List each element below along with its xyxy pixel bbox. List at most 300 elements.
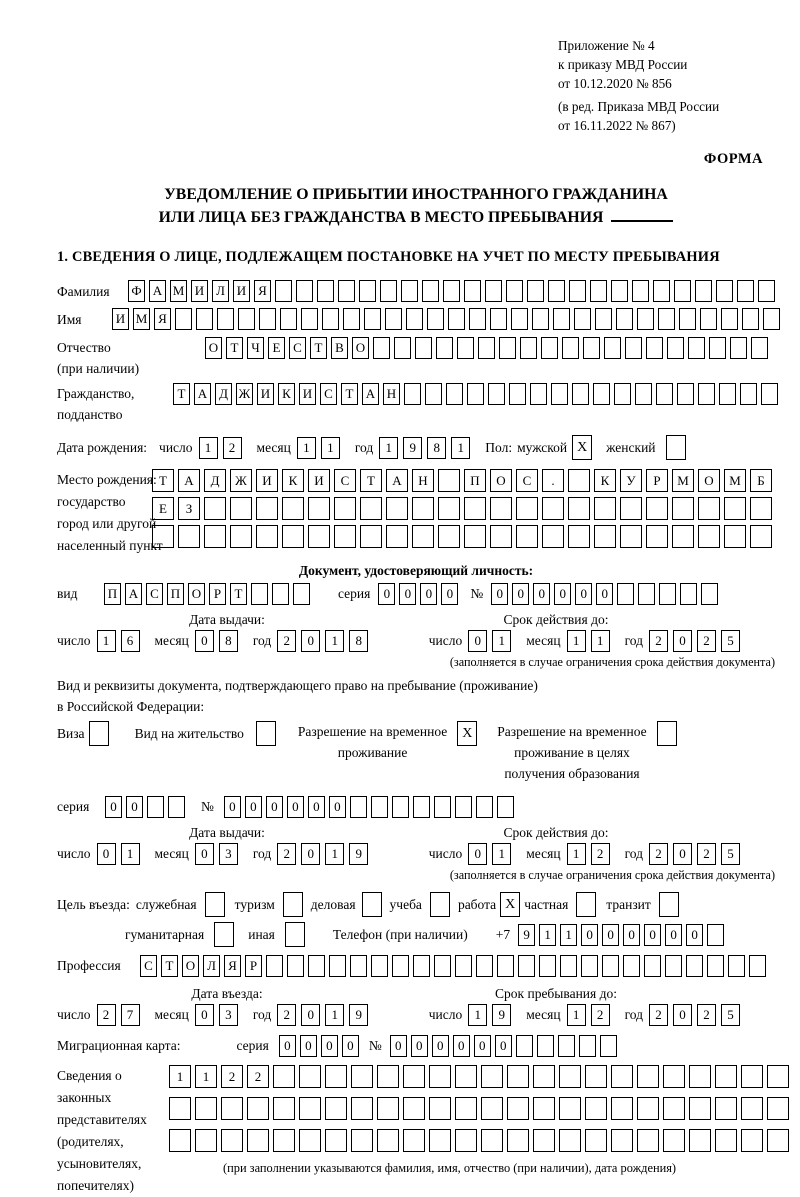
- char-box[interactable]: [204, 497, 226, 520]
- char-box[interactable]: 0: [245, 796, 262, 818]
- char-box[interactable]: [455, 1129, 477, 1152]
- char-box[interactable]: 0: [301, 1004, 320, 1026]
- char-box[interactable]: [322, 308, 339, 330]
- char-box[interactable]: А: [149, 280, 166, 302]
- char-box[interactable]: [429, 1097, 451, 1120]
- char-box[interactable]: [532, 308, 549, 330]
- char-box[interactable]: 0: [602, 924, 619, 946]
- char-box[interactable]: [568, 469, 590, 492]
- char-box[interactable]: [507, 1097, 529, 1120]
- char-box[interactable]: 0: [97, 843, 116, 865]
- char-box[interactable]: [317, 280, 334, 302]
- char-box[interactable]: 0: [224, 796, 241, 818]
- char-box[interactable]: [481, 1097, 503, 1120]
- char-box[interactable]: [464, 497, 486, 520]
- char-box[interactable]: С: [289, 337, 306, 359]
- char-box[interactable]: 2: [247, 1065, 269, 1088]
- char-box[interactable]: Т: [173, 383, 190, 405]
- char-box[interactable]: [663, 1065, 685, 1088]
- char-box[interactable]: 0: [342, 1035, 359, 1057]
- citizenship-input[interactable]: [173, 383, 782, 405]
- char-box[interactable]: [749, 955, 766, 977]
- char-box[interactable]: 2: [697, 843, 716, 865]
- char-box[interactable]: [730, 337, 747, 359]
- char-box[interactable]: [600, 1035, 617, 1057]
- char-box[interactable]: [169, 1129, 191, 1152]
- char-box[interactable]: [689, 1097, 711, 1120]
- char-box[interactable]: [562, 337, 579, 359]
- char-box[interactable]: 1: [321, 437, 340, 459]
- char-box[interactable]: [403, 1129, 425, 1152]
- char-box[interactable]: [716, 280, 733, 302]
- char-box[interactable]: [334, 497, 356, 520]
- char-box[interactable]: [548, 280, 565, 302]
- char-box[interactable]: И: [112, 308, 129, 330]
- char-box[interactable]: [724, 525, 746, 548]
- char-box[interactable]: [568, 525, 590, 548]
- char-box[interactable]: 1: [199, 437, 218, 459]
- char-box[interactable]: К: [594, 469, 616, 492]
- char-box[interactable]: 2: [649, 843, 668, 865]
- char-box[interactable]: [434, 796, 451, 818]
- char-box[interactable]: Е: [268, 337, 285, 359]
- char-box[interactable]: И: [191, 280, 208, 302]
- char-box[interactable]: [542, 497, 564, 520]
- char-box[interactable]: [635, 383, 652, 405]
- char-box[interactable]: [301, 308, 318, 330]
- char-box[interactable]: С: [334, 469, 356, 492]
- char-box[interactable]: [701, 583, 718, 605]
- char-box[interactable]: 1: [195, 1065, 217, 1088]
- char-box[interactable]: [560, 955, 577, 977]
- char-box[interactable]: [412, 497, 434, 520]
- char-box[interactable]: [574, 308, 591, 330]
- char-box[interactable]: [758, 280, 775, 302]
- char-box[interactable]: 0: [321, 1035, 338, 1057]
- char-box[interactable]: 0: [301, 630, 320, 652]
- char-box[interactable]: [581, 955, 598, 977]
- char-box[interactable]: [763, 308, 780, 330]
- purpose-tourism-checkbox[interactable]: [283, 892, 303, 917]
- char-box[interactable]: [343, 308, 360, 330]
- migration-number-input[interactable]: [390, 1035, 621, 1057]
- char-box[interactable]: 1: [325, 1004, 344, 1026]
- char-box[interactable]: 0: [195, 1004, 214, 1026]
- char-box[interactable]: [350, 955, 367, 977]
- char-box[interactable]: [273, 1097, 295, 1120]
- char-box[interactable]: [293, 583, 310, 605]
- char-box[interactable]: [325, 1129, 347, 1152]
- purpose-transit-checkbox[interactable]: [659, 892, 679, 917]
- char-box[interactable]: 5: [721, 1004, 740, 1026]
- char-box[interactable]: 0: [432, 1035, 449, 1057]
- given-name-input[interactable]: [112, 308, 784, 330]
- char-box[interactable]: У: [620, 469, 642, 492]
- char-box[interactable]: О: [188, 583, 205, 605]
- char-box[interactable]: [638, 583, 655, 605]
- char-box[interactable]: М: [133, 308, 150, 330]
- char-box[interactable]: 0: [581, 924, 598, 946]
- char-box[interactable]: 9: [403, 437, 422, 459]
- char-box[interactable]: Л: [212, 280, 229, 302]
- char-box[interactable]: [750, 497, 772, 520]
- char-box[interactable]: 1: [451, 437, 470, 459]
- char-box[interactable]: [527, 280, 544, 302]
- char-box[interactable]: Т: [310, 337, 327, 359]
- char-box[interactable]: 0: [512, 583, 529, 605]
- char-box[interactable]: [741, 1097, 763, 1120]
- char-box[interactable]: Т: [360, 469, 382, 492]
- char-box[interactable]: [617, 583, 634, 605]
- char-box[interactable]: 1: [97, 630, 116, 652]
- residence-issue-day-input[interactable]: [97, 843, 145, 865]
- residence-issue-month-input[interactable]: [195, 843, 243, 865]
- char-box[interactable]: [499, 337, 516, 359]
- char-box[interactable]: [715, 1065, 737, 1088]
- char-box[interactable]: К: [282, 469, 304, 492]
- char-box[interactable]: [351, 1065, 373, 1088]
- char-box[interactable]: [266, 955, 283, 977]
- char-box[interactable]: [308, 525, 330, 548]
- entry-month-input[interactable]: [195, 1004, 243, 1026]
- char-box[interactable]: [620, 525, 642, 548]
- char-box[interactable]: [583, 337, 600, 359]
- char-box[interactable]: [436, 337, 453, 359]
- birth-place-input-row3[interactable]: [152, 525, 776, 548]
- char-box[interactable]: 0: [673, 843, 692, 865]
- residence-number-input[interactable]: [224, 796, 518, 818]
- char-box[interactable]: 0: [308, 796, 325, 818]
- char-box[interactable]: [308, 955, 325, 977]
- char-box[interactable]: [308, 497, 330, 520]
- sex-male-checkbox[interactable]: X: [572, 435, 592, 460]
- char-box[interactable]: Т: [230, 583, 247, 605]
- char-box[interactable]: [464, 525, 486, 548]
- char-box[interactable]: 2: [697, 1004, 716, 1026]
- char-box[interactable]: Т: [226, 337, 243, 359]
- char-box[interactable]: [688, 337, 705, 359]
- char-box[interactable]: [539, 955, 556, 977]
- char-box[interactable]: [637, 1065, 659, 1088]
- char-box[interactable]: В: [331, 337, 348, 359]
- char-box[interactable]: [334, 525, 356, 548]
- char-box[interactable]: [403, 1097, 425, 1120]
- char-box[interactable]: [394, 337, 411, 359]
- char-box[interactable]: [238, 308, 255, 330]
- char-box[interactable]: 2: [97, 1004, 116, 1026]
- sex-female-checkbox[interactable]: [666, 435, 686, 460]
- char-box[interactable]: [593, 383, 610, 405]
- char-box[interactable]: [282, 497, 304, 520]
- char-box[interactable]: 0: [378, 583, 395, 605]
- char-box[interactable]: Н: [412, 469, 434, 492]
- char-box[interactable]: [585, 1129, 607, 1152]
- char-box[interactable]: [689, 1065, 711, 1088]
- purpose-humanitarian-checkbox[interactable]: [214, 922, 234, 947]
- char-box[interactable]: 0: [195, 843, 214, 865]
- char-box[interactable]: 0: [533, 583, 550, 605]
- char-box[interactable]: Д: [215, 383, 232, 405]
- char-box[interactable]: [485, 280, 502, 302]
- char-box[interactable]: 0: [301, 843, 320, 865]
- char-box[interactable]: И: [257, 383, 274, 405]
- option-temp-residence-checkbox[interactable]: X: [457, 721, 477, 746]
- char-box[interactable]: [282, 525, 304, 548]
- char-box[interactable]: [385, 308, 402, 330]
- char-box[interactable]: Т: [152, 469, 174, 492]
- char-box[interactable]: [434, 955, 451, 977]
- char-box[interactable]: С: [516, 469, 538, 492]
- char-box[interactable]: 5: [721, 630, 740, 652]
- char-box[interactable]: [572, 383, 589, 405]
- char-box[interactable]: [448, 308, 465, 330]
- char-box[interactable]: [568, 497, 590, 520]
- char-box[interactable]: [147, 796, 164, 818]
- char-box[interactable]: [611, 1065, 633, 1088]
- char-box[interactable]: [457, 337, 474, 359]
- char-box[interactable]: [415, 337, 432, 359]
- char-box[interactable]: 3: [219, 1004, 238, 1026]
- char-box[interactable]: П: [104, 583, 121, 605]
- char-box[interactable]: [595, 308, 612, 330]
- char-box[interactable]: [646, 525, 668, 548]
- char-box[interactable]: [767, 1065, 789, 1088]
- char-box[interactable]: [646, 337, 663, 359]
- char-box[interactable]: О: [352, 337, 369, 359]
- char-box[interactable]: [259, 308, 276, 330]
- char-box[interactable]: [679, 308, 696, 330]
- char-box[interactable]: [616, 308, 633, 330]
- char-box[interactable]: 1: [560, 924, 577, 946]
- char-box[interactable]: [195, 1129, 217, 1152]
- char-box[interactable]: [412, 525, 434, 548]
- doc-type-input[interactable]: [104, 583, 314, 605]
- char-box[interactable]: [169, 1097, 191, 1120]
- entry-day-input[interactable]: [97, 1004, 145, 1026]
- char-box[interactable]: 8: [427, 437, 446, 459]
- char-box[interactable]: [520, 337, 537, 359]
- char-box[interactable]: [653, 280, 670, 302]
- char-box[interactable]: Я: [224, 955, 241, 977]
- char-box[interactable]: [623, 955, 640, 977]
- char-box[interactable]: .: [542, 469, 564, 492]
- char-box[interactable]: 8: [219, 630, 238, 652]
- char-box[interactable]: [455, 796, 472, 818]
- char-box[interactable]: [737, 280, 754, 302]
- char-box[interactable]: [280, 308, 297, 330]
- char-box[interactable]: [217, 308, 234, 330]
- char-box[interactable]: 0: [554, 583, 571, 605]
- char-box[interactable]: Р: [646, 469, 668, 492]
- char-box[interactable]: [429, 1065, 451, 1088]
- char-box[interactable]: [594, 525, 616, 548]
- birth-place-input-row1[interactable]: [152, 469, 776, 492]
- char-box[interactable]: [646, 497, 668, 520]
- char-box[interactable]: [380, 280, 397, 302]
- char-box[interactable]: [476, 796, 493, 818]
- char-box[interactable]: [476, 955, 493, 977]
- char-box[interactable]: 0: [673, 1004, 692, 1026]
- char-box[interactable]: [251, 583, 268, 605]
- char-box[interactable]: П: [167, 583, 184, 605]
- char-box[interactable]: [715, 1129, 737, 1152]
- identity-issue-year-input[interactable]: [277, 630, 373, 652]
- char-box[interactable]: [377, 1129, 399, 1152]
- char-box[interactable]: 1: [468, 1004, 487, 1026]
- entry-year-input[interactable]: [277, 1004, 373, 1026]
- char-box[interactable]: [656, 383, 673, 405]
- char-box[interactable]: [695, 280, 712, 302]
- char-box[interactable]: [392, 955, 409, 977]
- char-box[interactable]: [611, 1097, 633, 1120]
- char-box[interactable]: [533, 1097, 555, 1120]
- char-box[interactable]: [559, 1129, 581, 1152]
- char-box[interactable]: [338, 280, 355, 302]
- char-box[interactable]: Ф: [128, 280, 145, 302]
- char-box[interactable]: [168, 796, 185, 818]
- char-box[interactable]: [438, 469, 460, 492]
- char-box[interactable]: О: [698, 469, 720, 492]
- identity-issue-month-input[interactable]: [195, 630, 243, 652]
- purpose-private-checkbox[interactable]: [576, 892, 596, 917]
- char-box[interactable]: [256, 525, 278, 548]
- char-box[interactable]: [299, 1129, 321, 1152]
- char-box[interactable]: [715, 1097, 737, 1120]
- purpose-other-checkbox[interactable]: [285, 922, 305, 947]
- char-box[interactable]: 0: [287, 796, 304, 818]
- char-box[interactable]: 0: [673, 630, 692, 652]
- char-box[interactable]: 0: [329, 796, 346, 818]
- char-box[interactable]: 2: [591, 843, 610, 865]
- char-box[interactable]: [299, 1065, 321, 1088]
- char-box[interactable]: 0: [105, 796, 122, 818]
- char-box[interactable]: [698, 497, 720, 520]
- char-box[interactable]: [377, 1065, 399, 1088]
- char-box[interactable]: [272, 583, 289, 605]
- char-box[interactable]: [422, 280, 439, 302]
- char-box[interactable]: [741, 1065, 763, 1088]
- char-box[interactable]: [204, 525, 226, 548]
- char-box[interactable]: 9: [349, 1004, 368, 1026]
- char-box[interactable]: 0: [390, 1035, 407, 1057]
- char-box[interactable]: [406, 308, 423, 330]
- char-box[interactable]: [542, 525, 564, 548]
- char-box[interactable]: М: [672, 469, 694, 492]
- char-box[interactable]: [672, 525, 694, 548]
- char-box[interactable]: [325, 1097, 347, 1120]
- char-box[interactable]: [247, 1129, 269, 1152]
- char-box[interactable]: [767, 1129, 789, 1152]
- char-box[interactable]: [371, 796, 388, 818]
- char-box[interactable]: [658, 308, 675, 330]
- char-box[interactable]: [425, 383, 442, 405]
- char-box[interactable]: [667, 337, 684, 359]
- char-box[interactable]: И: [299, 383, 316, 405]
- char-box[interactable]: [516, 1035, 533, 1057]
- char-box[interactable]: [427, 308, 444, 330]
- representatives-input-row1[interactable]: [169, 1065, 793, 1088]
- char-box[interactable]: [553, 308, 570, 330]
- char-box[interactable]: 0: [441, 583, 458, 605]
- char-box[interactable]: [665, 955, 682, 977]
- char-box[interactable]: [511, 308, 528, 330]
- char-box[interactable]: [750, 525, 772, 548]
- birth-month-input[interactable]: [297, 437, 345, 459]
- char-box[interactable]: [413, 796, 430, 818]
- doc-number-input[interactable]: [491, 583, 722, 605]
- char-box[interactable]: 1: [591, 630, 610, 652]
- char-box[interactable]: [741, 1129, 763, 1152]
- char-box[interactable]: 0: [266, 796, 283, 818]
- char-box[interactable]: [373, 337, 390, 359]
- char-box[interactable]: [230, 497, 252, 520]
- char-box[interactable]: [516, 497, 538, 520]
- char-box[interactable]: 0: [644, 924, 661, 946]
- stay-month-input[interactable]: [567, 1004, 615, 1026]
- char-box[interactable]: [579, 1035, 596, 1057]
- char-box[interactable]: З: [178, 497, 200, 520]
- char-box[interactable]: Л: [203, 955, 220, 977]
- char-box[interactable]: 1: [297, 437, 316, 459]
- char-box[interactable]: [585, 1097, 607, 1120]
- char-box[interactable]: Е: [152, 497, 174, 520]
- char-box[interactable]: 1: [567, 843, 586, 865]
- char-box[interactable]: [377, 1097, 399, 1120]
- char-box[interactable]: [663, 1097, 685, 1120]
- char-box[interactable]: [590, 280, 607, 302]
- char-box[interactable]: А: [362, 383, 379, 405]
- char-box[interactable]: [287, 955, 304, 977]
- char-box[interactable]: 0: [474, 1035, 491, 1057]
- char-box[interactable]: 1: [325, 630, 344, 652]
- char-box[interactable]: [533, 1065, 555, 1088]
- char-box[interactable]: [518, 955, 535, 977]
- char-box[interactable]: 0: [195, 630, 214, 652]
- char-box[interactable]: 2: [649, 630, 668, 652]
- option-temp-residence-education-checkbox[interactable]: [657, 721, 677, 746]
- char-box[interactable]: И: [256, 469, 278, 492]
- char-box[interactable]: [614, 383, 631, 405]
- char-box[interactable]: 1: [169, 1065, 191, 1088]
- char-box[interactable]: [559, 1065, 581, 1088]
- char-box[interactable]: Н: [383, 383, 400, 405]
- char-box[interactable]: [602, 955, 619, 977]
- char-box[interactable]: [360, 525, 382, 548]
- char-box[interactable]: А: [194, 383, 211, 405]
- char-box[interactable]: [625, 337, 642, 359]
- char-box[interactable]: [371, 955, 388, 977]
- purpose-work-checkbox[interactable]: X: [500, 892, 520, 917]
- char-box[interactable]: [761, 383, 778, 405]
- char-box[interactable]: И: [233, 280, 250, 302]
- stay-day-input[interactable]: [468, 1004, 516, 1026]
- char-box[interactable]: 0: [126, 796, 143, 818]
- char-box[interactable]: 7: [121, 1004, 140, 1026]
- char-box[interactable]: [724, 497, 746, 520]
- representatives-input-row3[interactable]: [169, 1129, 793, 1152]
- doc-seriya-input[interactable]: [378, 583, 462, 605]
- char-box[interactable]: [490, 525, 512, 548]
- char-box[interactable]: [273, 1129, 295, 1152]
- char-box[interactable]: [663, 1129, 685, 1152]
- option-residence-permit-checkbox[interactable]: [256, 721, 276, 746]
- char-box[interactable]: 0: [420, 583, 437, 605]
- char-box[interactable]: [386, 497, 408, 520]
- char-box[interactable]: 0: [491, 583, 508, 605]
- char-box[interactable]: [709, 337, 726, 359]
- char-box[interactable]: С: [320, 383, 337, 405]
- char-box[interactable]: 2: [591, 1004, 610, 1026]
